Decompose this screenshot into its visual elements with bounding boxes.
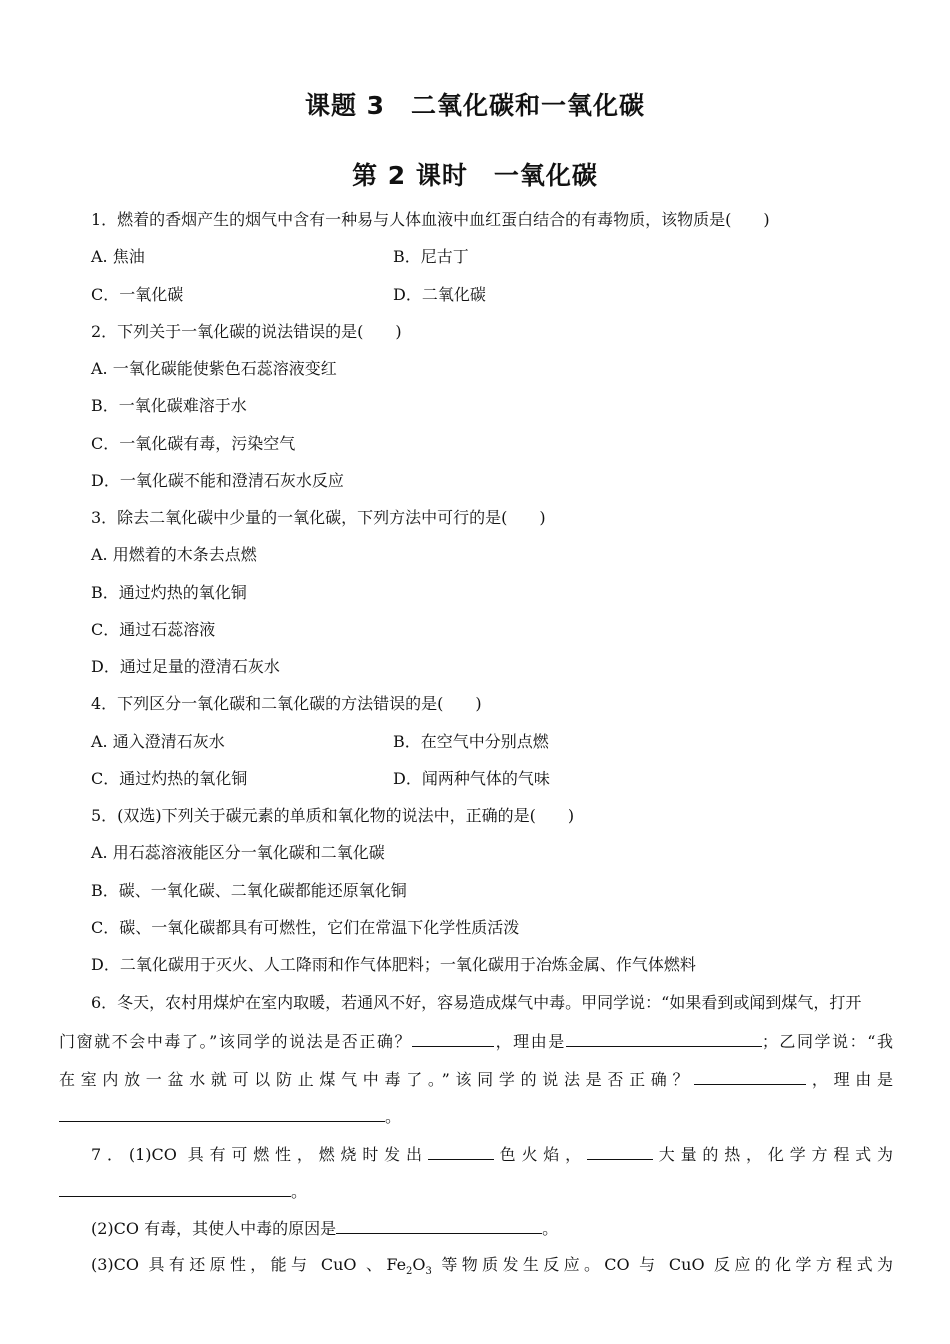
question-7-text-1b: 色火焰， (493, 1145, 587, 1164)
question-2-option-c: C．一氧化碳有毒，污染空气 (91, 434, 296, 453)
answer-blank[interactable] (587, 1143, 653, 1160)
question-7-text-3b: 等物质发生反应。CO 与 CuO 反应的化学方程式为 (431, 1255, 893, 1274)
question-5-option-c: C．碳、一氧化碳都具有可燃性，它们在常温下化学性质活泼 (91, 918, 520, 937)
answer-blank[interactable] (694, 1068, 806, 1085)
question-6-text-2a: 门窗就不会中毒了。”该同学的说法是否正确？ (59, 1032, 413, 1051)
question-7-text-1d: 。 (291, 1182, 308, 1201)
oxygen-symbol: O (412, 1255, 426, 1274)
question-7-part-3 (91, 1255, 893, 1278)
question-7-text-2b: 。 (542, 1219, 559, 1238)
question-2-stem: 2．下列关于一氧化碳的说法错误的是( ) (91, 322, 402, 341)
question-4-option-a: A. 通入澄清石灰水 (91, 732, 225, 751)
question-3-stem: 3．除去二氧化碳中少量的一氧化碳，下列方法中可行的是( ) (91, 508, 546, 527)
subscript-3: 3 (425, 1266, 432, 1278)
question-7-text-1c: 大量的热，化学方程式为 (652, 1145, 893, 1164)
answer-blank[interactable] (412, 1030, 494, 1047)
question-5-option-d: D．二氧化碳用于灭火、人工降雨和作气体肥料；一氧化碳用于冶炼金属、作气体燃料 (91, 955, 696, 974)
answer-blank[interactable] (428, 1143, 494, 1160)
question-6-line-1: 6．冬天，农村用煤炉在室内取暖，若通风不好，容易造成煤气中毒。甲同学说：“如果看到或闻到煤气，打开 (91, 993, 862, 1012)
question-6-line-4 (59, 1105, 401, 1127)
question-1-option-b: B．尼古丁 (393, 247, 469, 266)
question-1-stem: 1．燃着的香烟产生的烟气中含有一种易与人体血液中血红蛋白结合的有毒物质，该物质是( ) (91, 210, 770, 229)
question-1-option-a: A. 焦油 (91, 247, 145, 266)
question-7-text-1a: 7．(1)CO 具有可燃性，燃烧时发出 (91, 1145, 428, 1164)
question-6-text-4: 。 (385, 1107, 402, 1126)
answer-blank[interactable] (59, 1180, 291, 1197)
answer-blank[interactable] (59, 1105, 385, 1122)
question-4-option-d: D．闻两种气体的气味 (393, 769, 550, 788)
subscript-2: 2 (406, 1266, 413, 1278)
question-6-line-3 (59, 1068, 893, 1090)
question-7-text-3a: (3)CO 具有还原性，能与 CuO 、Fe (91, 1255, 407, 1274)
question-2-option-a: A. 一氧化碳能使紫色石蕊溶液变红 (91, 359, 337, 378)
answer-blank[interactable] (566, 1030, 762, 1047)
question-5-option-a: A. 用石蕊溶液能区分一氧化碳和二氧化碳 (91, 843, 385, 862)
question-6-text-2b: ，理由是 (494, 1032, 566, 1051)
question-3-option-a: A. 用燃着的木条去点燃 (91, 545, 257, 564)
question-6-text-2c: ；乙同学说：“我 (761, 1032, 893, 1051)
lesson-title: 课题 3 二氧化碳和一氧化碳 (304, 91, 646, 120)
question-4-stem: 4．下列区分一氧化碳和二氧化碳的方法错误的是( ) (91, 694, 482, 713)
question-1-option-d: D．二氧化碳 (393, 285, 486, 304)
question-6-line-2 (59, 1030, 893, 1052)
question-3-option-b: B．通过灼热的氧化铜 (91, 583, 247, 602)
question-4-option-b: B．在空气中分别点燃 (393, 732, 549, 751)
question-6-text-3b: ，理由是 (806, 1070, 893, 1089)
question-7-text-2a: (2)CO 有毒，其使人中毒的原因是 (91, 1219, 337, 1238)
question-2-option-b: B．一氧化碳难溶于水 (91, 396, 247, 415)
question-3-option-c: C．通过石蕊溶液 (91, 620, 216, 639)
question-5-option-b: B．碳、一氧化碳、二氧化碳都能还原氧化铜 (91, 881, 407, 900)
lesson-subtitle: 第 2 课时 一氧化碳 (352, 161, 598, 190)
question-6-text-3a: 在室内放一盆水就可以防止煤气中毒了。”该同学的说法是否正确？ (59, 1070, 695, 1089)
question-2-option-d: D．一氧化碳不能和澄清石灰水反应 (91, 471, 344, 490)
question-5-stem: 5．(双选)下列关于碳元素的单质和氧化物的说法中，正确的是( ) (91, 806, 575, 825)
question-7-part-2 (91, 1217, 558, 1239)
question-3-option-d: D．通过足量的澄清石灰水 (91, 657, 280, 676)
question-7-part-1 (91, 1143, 893, 1165)
question-4-option-c: C．通过灼热的氧化铜 (91, 769, 248, 788)
question-1-option-c: C．一氧化碳 (91, 285, 184, 304)
question-7-part-1-cont (59, 1180, 307, 1202)
answer-blank[interactable] (336, 1217, 542, 1234)
